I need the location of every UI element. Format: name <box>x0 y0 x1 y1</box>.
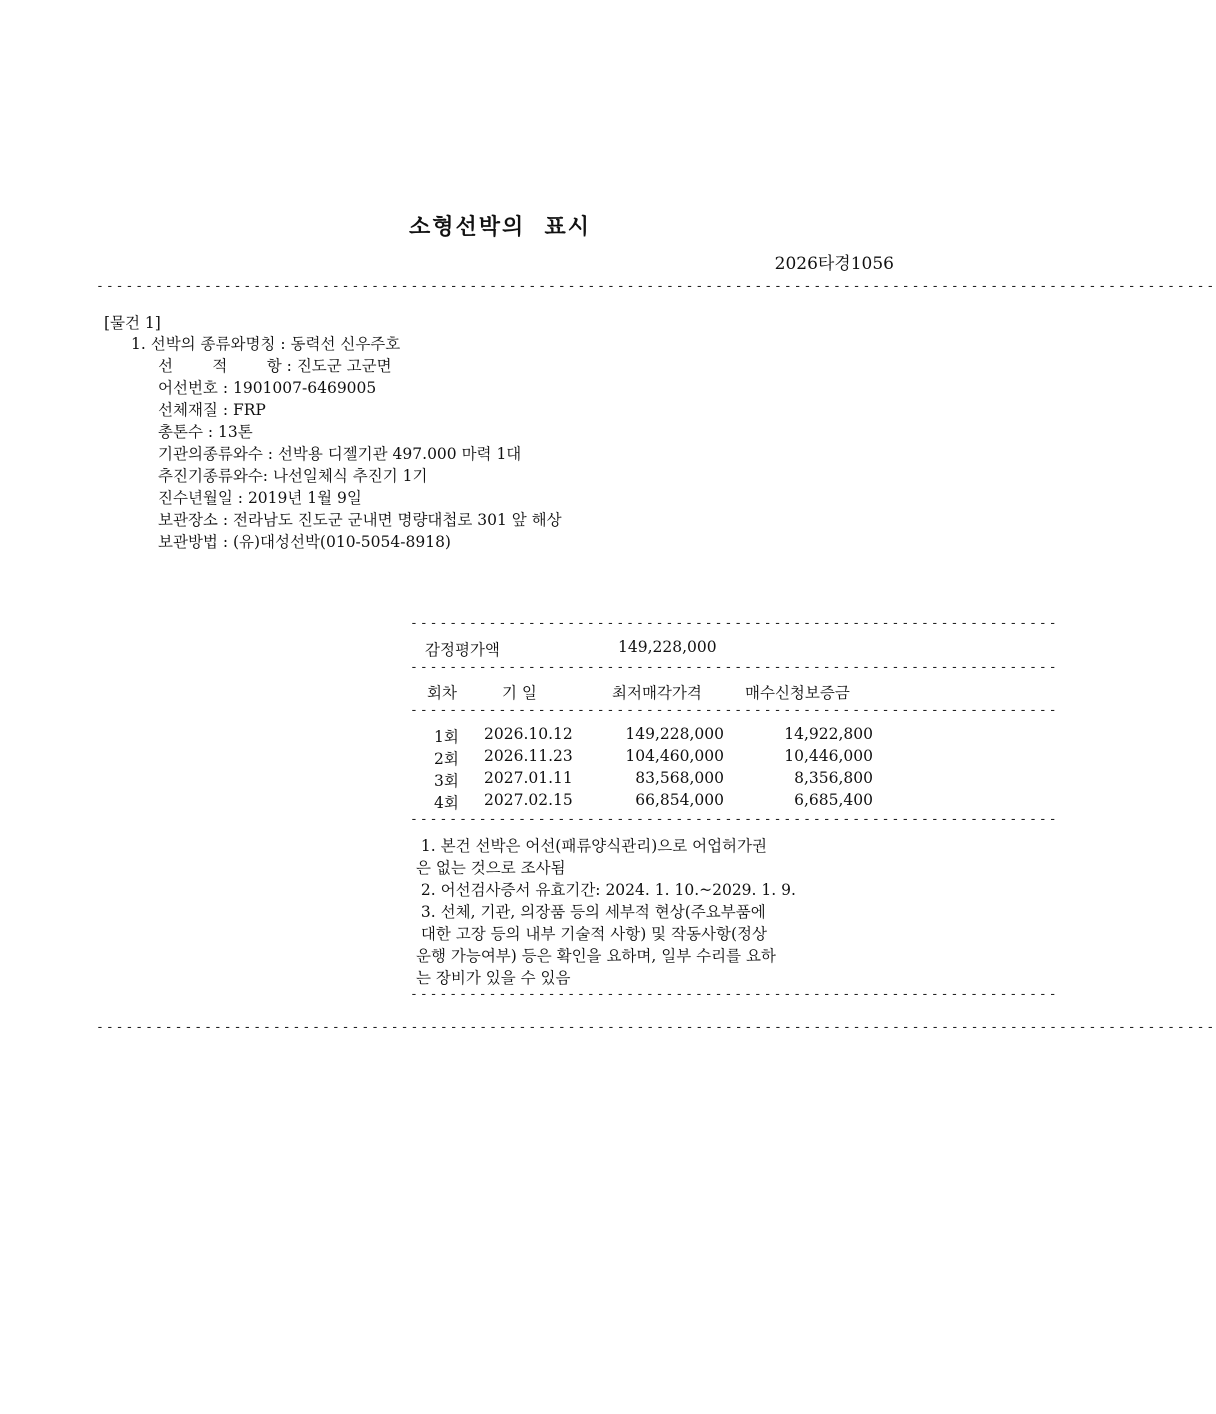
table-header-date: 기 일 <box>502 684 537 702</box>
divider-bottom: ------------------------------------------------------------------------------------------------------------------ <box>96 1020 1216 1035</box>
table-row-3-deposit: 8,356,800 <box>794 769 873 787</box>
detail-engine: 기관의종류와수 : 선박용 디젤기관 497.000 마력 1대 <box>158 445 522 463</box>
table-divider-3: ------------------------------------------------------------------ <box>410 703 1059 718</box>
case-number: 2026타경1056 <box>774 254 894 274</box>
item-label: [물건 1] <box>104 314 161 332</box>
table-row-2-round: 2회 <box>434 750 459 768</box>
note-line-4: 3. 선체, 기관, 의장품 등의 세부적 현상(주요부품에 <box>416 903 766 921</box>
detail-storage-location: 보관장소 : 전라남도 진도군 군내면 명량대첩로 301 앞 해상 <box>158 511 562 529</box>
detail-vessel-number: 어선번호 : 1901007-6469005 <box>158 379 377 397</box>
table-row-2-deposit: 10,446,000 <box>784 747 873 765</box>
detail-launch-date: 진수년월일 : 2019년 1월 9일 <box>158 489 362 507</box>
note-line-5: 대한 고장 등의 내부 기술적 사항) 및 작동사항(정상 <box>416 925 767 943</box>
table-row-1-date: 2026.10.12 <box>484 725 573 743</box>
detail-hull-material: 선체재질 : FRP <box>158 401 266 419</box>
detail-port: 선 적 항 : 진도군 고군면 <box>158 357 392 375</box>
table-row-3-date: 2027.01.11 <box>484 769 573 787</box>
table-divider-4: ------------------------------------------------------------------ <box>410 812 1059 827</box>
table-header-deposit: 매수신청보증금 <box>745 684 850 702</box>
table-row-4-deposit: 6,685,400 <box>794 791 873 809</box>
table-row-1-deposit: 14,922,800 <box>784 725 873 743</box>
table-divider-2: ------------------------------------------------------------------ <box>410 660 1059 675</box>
note-line-2: 은 없는 것으로 조사됨 <box>416 859 566 877</box>
note-line-1: 1. 본건 선박은 어선(패류양식관리)으로 어업허가권 <box>416 837 767 855</box>
table-row-3-round: 3회 <box>434 772 459 790</box>
table-row-2-date: 2026.11.23 <box>484 747 573 765</box>
table-header-min-price: 최저매각가격 <box>612 684 702 702</box>
table-row-4-date: 2027.02.15 <box>484 791 573 809</box>
appraisal-label: 감정평가액 <box>425 641 500 659</box>
note-line-3: 2. 어선검사증서 유효기간: 2024. 1. 10.~2029. 1. 9. <box>416 881 796 899</box>
page-title: 소형선박의 표시 <box>408 214 592 240</box>
table-header-round: 회차 <box>427 684 457 702</box>
table-row-1-round: 1회 <box>434 728 459 746</box>
table-row-4-round: 4회 <box>434 794 459 812</box>
table-row-2-min-price: 104,460,000 <box>625 747 724 765</box>
note-line-6: 운행 가능여부) 등은 확인을 요하며, 일부 수리를 요하 <box>416 947 776 965</box>
table-row-1-min-price: 149,228,000 <box>625 725 724 743</box>
detail-tonnage: 총톤수 : 13톤 <box>158 423 253 441</box>
note-line-7: 는 장비가 있을 수 있음 <box>416 969 571 987</box>
divider-top: ------------------------------------------------------------------------------------------------------------------ <box>96 279 1216 294</box>
table-row-4-min-price: 66,854,000 <box>635 791 724 809</box>
detail-storage-method: 보관방법 : (유)대성선박(010-5054-8918) <box>158 533 451 551</box>
table-divider-1: ------------------------------------------------------------------ <box>410 616 1059 631</box>
table-row-3-min-price: 83,568,000 <box>635 769 724 787</box>
detail-propulsion: 추진기종류와수: 나선일체식 추진기 1기 <box>158 467 428 485</box>
table-divider-5: ------------------------------------------------------------------ <box>410 987 1059 1002</box>
appraisal-value: 149,228,000 <box>618 638 717 656</box>
item-heading: 1. 선박의 종류와명칭 : 동력선 신우주호 <box>131 335 401 353</box>
